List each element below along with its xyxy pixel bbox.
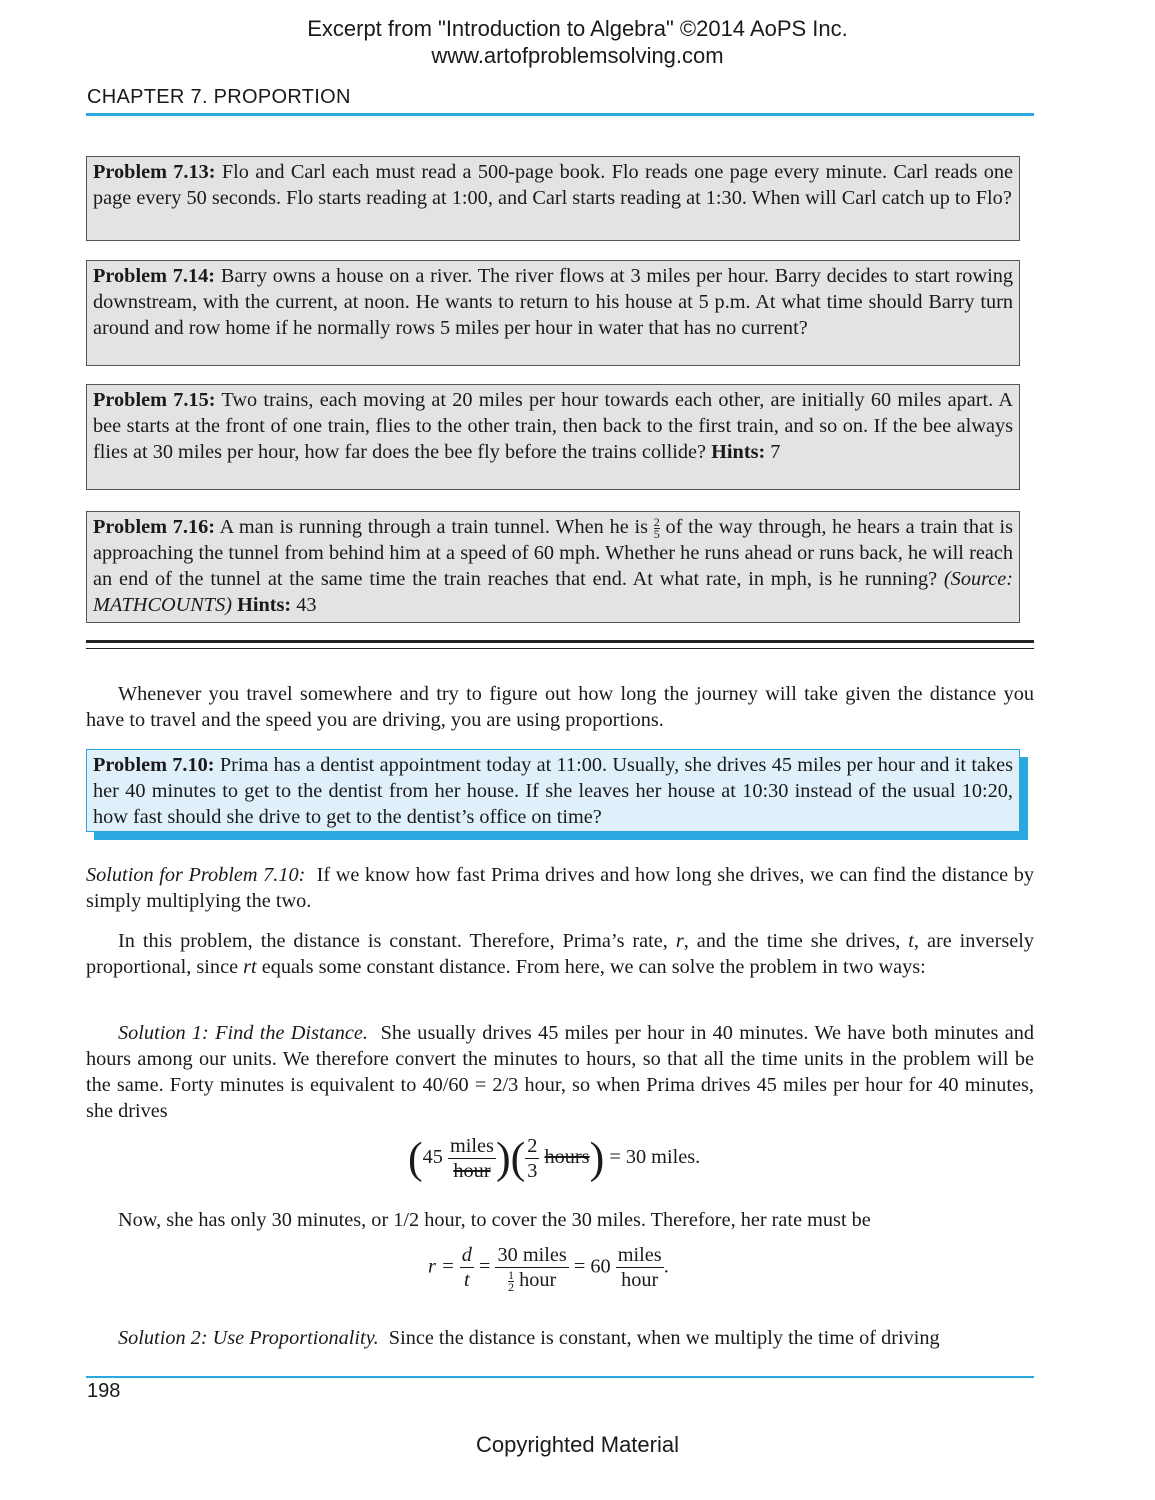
variable-r: r	[675, 930, 684, 952]
fraction-one-half: $\frac{1}{2}$	[508, 1267, 514, 1294]
paren-close: )	[589, 1133, 605, 1183]
eq-lhs: r =	[428, 1255, 455, 1278]
rate-paragraph: Now, she has only 30 minutes, or 1/2 hour, to cover the 30 miles. Therefore, her rate must be	[118, 1209, 871, 1231]
fraction-miles-per-hour: $\frac{\text{miles}}{\text{hour}}$	[450, 1135, 494, 1182]
variable-t: t	[908, 930, 914, 952]
hints-value: 43	[296, 594, 317, 616]
problem-text: A man is running through a train tunnel. When he is	[219, 516, 648, 538]
paren-open: (	[408, 1133, 423, 1183]
equation-rate	[428, 1243, 669, 1293]
eq-result: = 30 miles.	[609, 1146, 701, 1169]
problem-text: Barry owns a house on a river. The river flows at 3 miles per hour. Barry decides to start rowing downstream, with the current, at noon. He wants to return to his house at 5 p.m. At what time should Barry turn around and row home if he normally rows 5 miles per hour in water that has no current?	[93, 265, 1013, 339]
problem-label: Problem 7.14:	[93, 265, 216, 287]
solution-2-text: Since the distance is constant, when we multiply the time of driving	[388, 1327, 940, 1349]
text-run: , are inversely proportional, since	[86, 930, 1034, 978]
problem-label: Problem 7.13:	[93, 161, 216, 183]
footer-rule	[86, 1376, 1034, 1378]
section-divider-thin	[86, 648, 1034, 649]
highlight-box-shadow	[1020, 757, 1028, 840]
page-number: 198	[87, 1380, 121, 1402]
solution-2-heading: Solution 2: Use Proportionality.	[118, 1327, 379, 1349]
problem-text: Two trains, each moving at 20 miles per hour towards each other, are initially 60 miles apart. A bee starts at the front of one train, flies to the other train, then back to the first train, and so on. If the bee always flies at 30 miles per hour, how far does the bee fly before the trains collide?	[93, 389, 1013, 463]
paren-open: (	[510, 1133, 526, 1183]
problem-text-cont: of the way through, he hears a train that is approaching the tunnel from behind him at a speed of 60 mph. Whether he runs ahead or runs back, he will reach an end of the tunnel at the same time the train reaches that end. At what rate, in mph, is he running?	[93, 516, 1013, 590]
fraction-miles-per-hour: $\frac{\text{miles}}{\text{hour}}$	[617, 1244, 662, 1292]
excerpt-header: Excerpt from "Introduction to Algebra" ©2014 AoPS Inc.	[307, 16, 848, 41]
fraction-d-over-t: $\frac{d}{t}$	[461, 1244, 472, 1292]
text-run: In this problem, the distance is constant. Therefore, Prima’s rate,	[118, 930, 668, 952]
solution-1-heading: Solution 1: Find the Distance.	[118, 1022, 368, 1044]
fraction-two-thirds: $\frac{2}{3}$	[527, 1135, 538, 1182]
source-citation: (Source: MATHCOUNTS)	[93, 568, 1013, 616]
problem-text: Flo and Carl each must read a 500-page book. Flo reads one page every minute. Carl reads one page every 50 seconds. Flo starts reading at 1:00, and Carl starts reading at 1:30. When will Carl catch up to Flo?	[93, 161, 1013, 209]
solution-1-paragraph	[86, 1020, 1034, 1124]
hints-label: Hints:	[237, 594, 292, 616]
problem-label: Problem 7.15:	[93, 389, 216, 411]
solution-paragraph-1	[86, 862, 1034, 914]
solution-paragraph-2	[86, 928, 1034, 980]
problem-box-7-13	[86, 156, 1020, 241]
problem-box-7-16	[86, 511, 1020, 623]
fraction-two-fifths: $\frac{2}{5}$	[653, 514, 660, 541]
problem-box-7-14	[86, 260, 1020, 366]
hints-value: 7	[770, 441, 781, 463]
solution-1-text: She usually drives 45 miles per hour in 40 minutes. We have both minutes and hours among our units. We therefore convert the minutes to hours, so that all the time units in the problem will be the same. Forty minutes is equivalent to 40/60 = 2/3 hour, so when Prima drives 45 miles per hour for 40 minutes, she drives	[86, 1022, 1035, 1122]
problem-label: Problem 7.16:	[93, 516, 215, 538]
eq-equals: =	[478, 1255, 491, 1278]
chapter-title: CHAPTER 7. PROPORTION	[87, 86, 351, 108]
paren-close: )	[495, 1133, 511, 1183]
section-divider-thick	[86, 640, 1034, 643]
header-rule	[86, 113, 1034, 116]
website-url: www.artofproblemsolving.com	[431, 43, 724, 68]
eq-period: .	[663, 1255, 669, 1278]
intro-paragraph: Whenever you travel somewhere and try to figure out how long the journey will take given the distance you have to travel and the speed you are driving, you are using proportions.	[86, 683, 1034, 731]
equation-distance	[408, 1134, 700, 1183]
solution-heading: Solution for Problem 7.10:	[86, 864, 306, 886]
text-run: , and the time she drives,	[683, 930, 901, 952]
problem-box-7-10	[86, 749, 1020, 832]
eq-unit-hours: hours	[544, 1146, 590, 1169]
text-run: equals some constant distance. From here, we can solve the problem in two ways:	[261, 956, 926, 978]
problem-text: Prima has a dentist appointment today at 11:00. Usually, she drives 45 miles per hour and it takes her 40 minutes to get to the dentist from her house. If she leaves her house at 10:30 instead of the usual 10:20, how fast should she drive to get to the dentist’s office on time?	[93, 754, 1013, 828]
variable-rt: rt	[243, 956, 257, 978]
solution-text: If we know how fast Prima drives and how long she drives, we can find the distance by simply multiplying the two.	[86, 864, 1035, 912]
highlight-box-shadow	[94, 832, 1028, 840]
solution-2-paragraph	[86, 1325, 1034, 1351]
problem-box-7-15	[86, 384, 1020, 490]
eq-coefficient: 45	[422, 1146, 443, 1169]
problem-label: Problem 7.10:	[93, 754, 215, 776]
eq-result: = 60	[573, 1255, 611, 1278]
copyright-footer: Copyrighted Material	[476, 1432, 679, 1457]
fraction-miles-over-half-hour: 30 miles $\frac{1}{2}$ hour	[497, 1244, 567, 1294]
hints-label: Hints:	[711, 441, 766, 463]
